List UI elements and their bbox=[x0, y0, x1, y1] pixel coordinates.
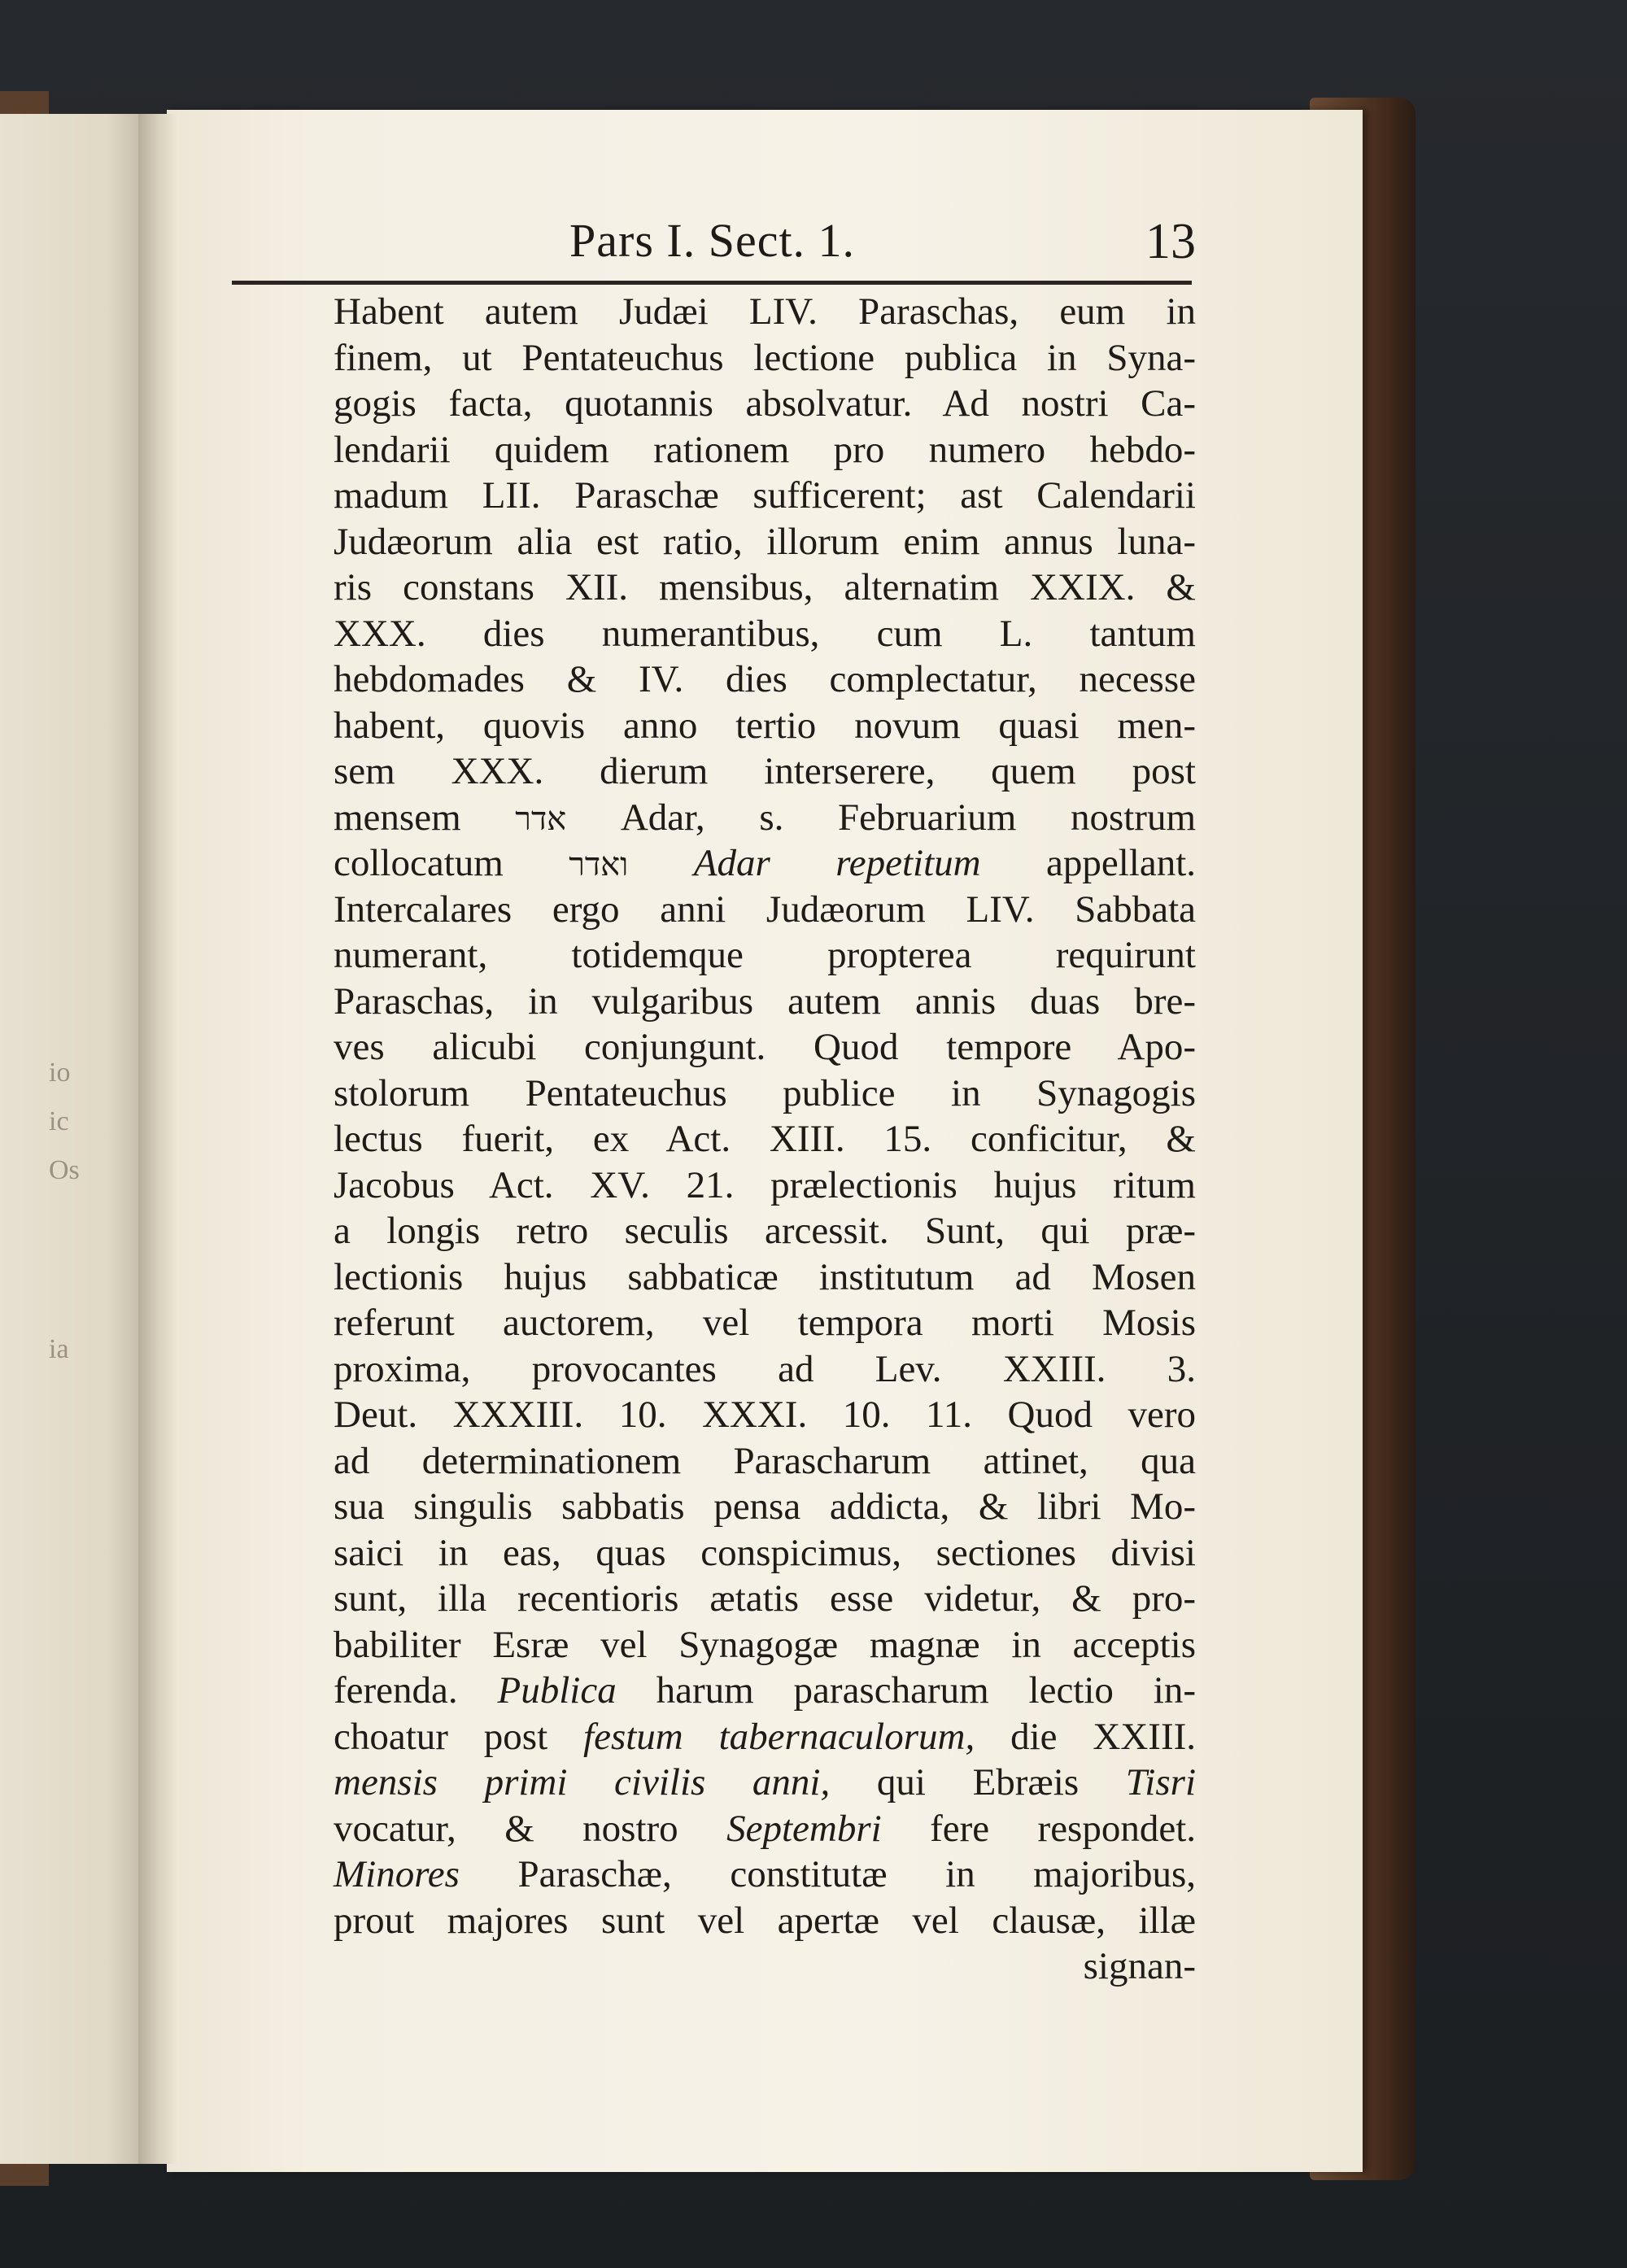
text-segment: vocatur, & nostro bbox=[334, 1807, 678, 1850]
text-line: a longis retro seculis arcessit. Sunt, qui præ- bbox=[334, 1210, 1196, 1252]
text-line: madum LII. Paraschæ sufficerent; ast Calendarii bbox=[334, 474, 1196, 517]
text-line: lectionis hujus sabbaticæ institutum ad Mosen bbox=[334, 1255, 1196, 1298]
text-segment: qui Ebræis bbox=[876, 1761, 1080, 1803]
left-margin-fragments bbox=[16, 521, 138, 1741]
text-line: numerant, totidemque propterea requirunt bbox=[334, 934, 1196, 976]
text-line: saici in eas, quas conspicimus, sectiones divisi bbox=[334, 1531, 1196, 1574]
text-line: ves alicubi conjungunt. Quod tempore Apo- bbox=[334, 1026, 1196, 1068]
text-line: ris constans XII. mensibus, alternatim XXIX. & bbox=[334, 566, 1196, 608]
italic-segment: Septembri bbox=[726, 1807, 882, 1850]
text-line: referunt auctorem, vel tempora morti Mosis bbox=[334, 1302, 1196, 1344]
text-line-publica bbox=[334, 1668, 1196, 1714]
running-title: Pars I. Sect. 1. bbox=[569, 214, 856, 267]
text-segment: harum parascharum lectio in- bbox=[656, 1669, 1197, 1712]
book-gutter bbox=[138, 114, 179, 2164]
text-segment: mensem bbox=[334, 796, 461, 839]
text-line-hebrew-veadar bbox=[334, 840, 1196, 887]
text-line-minores bbox=[334, 1851, 1196, 1898]
catchword: signan- bbox=[1083, 1945, 1196, 1987]
text-segment: fere respondet. bbox=[930, 1807, 1197, 1850]
text-line: hebdomades & IV. dies complectatur, necesse bbox=[334, 658, 1196, 700]
text-line: Intercalares ergo anni Judæorum LIV. Sabbata bbox=[334, 888, 1196, 931]
text-line: lectus fuerit, ex Act. XIII. 15. conficitur, & bbox=[334, 1118, 1196, 1160]
text-line: ad determinationem Parascharum attinet, qua bbox=[334, 1439, 1196, 1482]
margin-fragment: io bbox=[49, 1058, 71, 1088]
text-line: Deut. XXXIII. 10. XXXI. 10. 11. Quod vero bbox=[334, 1394, 1196, 1436]
text-line: sua singulis sabbatis pensa addicta, & libri Mo- bbox=[334, 1485, 1196, 1528]
text-line-hebrew-adar bbox=[334, 795, 1196, 841]
italic-segment: Publica bbox=[497, 1669, 617, 1712]
body-text bbox=[334, 289, 1196, 1990]
hebrew-word: אדר bbox=[515, 800, 567, 838]
header-rule bbox=[232, 281, 1192, 285]
text-segment: Paraschæ, constitutæ in majoribus, bbox=[517, 1853, 1197, 1895]
italic-segment: Adar repetitum bbox=[693, 842, 981, 884]
text-segment: ferenda. bbox=[334, 1669, 458, 1712]
text-line-tisri bbox=[334, 1760, 1196, 1806]
hebrew-word: ואדר bbox=[569, 846, 629, 883]
text-line: stolorum Pentateuchus publice in Synagogis bbox=[334, 1071, 1196, 1114]
margin-fragment: ia bbox=[49, 1334, 69, 1364]
left-page-edge bbox=[0, 114, 155, 2164]
text-line: Paraschas, in vulgaribus autem annis duas bre- bbox=[334, 979, 1196, 1023]
page-number: 13 bbox=[1145, 214, 1196, 269]
text-line-septembri bbox=[334, 1806, 1196, 1852]
text-segment: choatur post bbox=[334, 1715, 548, 1758]
text-line: Habent autem Judæi LIV. Paraschas, eum in bbox=[334, 290, 1196, 333]
text-segment: appellant. bbox=[1046, 842, 1197, 884]
text-line: lendarii quidem rationem pro numero hebdo- bbox=[334, 428, 1196, 471]
text-line: proxima, provocantes ad Lev. XXIII. 3. bbox=[334, 1347, 1196, 1390]
text-line: habent, quovis anno tertio novum quasi men- bbox=[334, 704, 1196, 747]
margin-fragment: ic bbox=[49, 1106, 69, 1136]
text-line: prout majores sunt vel apertæ vel clausæ, illæ bbox=[334, 1899, 1196, 1942]
text-line: gogis facta, quotannis absolvatur. Ad nostri Ca- bbox=[334, 382, 1196, 425]
text-line: sem XXX. dierum interserere, quem post bbox=[334, 750, 1196, 792]
italic-segment: Tisri bbox=[1125, 1761, 1197, 1803]
text-line: sunt, illa recentioris ætatis esse videtur, & pro- bbox=[334, 1577, 1196, 1620]
text-line-festum bbox=[334, 1714, 1196, 1760]
text-segment: die XXIII. bbox=[1010, 1715, 1196, 1758]
text-line: Judæorum alia est ratio, illorum enim annus luna- bbox=[334, 520, 1196, 563]
text-segment: collocatum bbox=[334, 842, 504, 884]
italic-segment: festum tabernaculorum, bbox=[583, 1715, 975, 1758]
margin-fragment: Os bbox=[49, 1155, 80, 1185]
text-line: finem, ut Pentateuchus lectione publica in Syna- bbox=[334, 336, 1196, 379]
text-segment: Adar, s. Februarium nostrum bbox=[620, 796, 1197, 839]
text-line: Jacobus Act. XV. 21. prælectionis hujus ritum bbox=[334, 1163, 1196, 1206]
text-line: XXX. dies numerantibus, cum L. tantum bbox=[334, 612, 1196, 655]
italic-segment: mensis primi civilis anni, bbox=[334, 1761, 831, 1803]
running-head bbox=[569, 213, 1196, 278]
text-line: babiliter Esræ vel Synagogæ magnæ in acceptis bbox=[334, 1623, 1196, 1666]
italic-segment: Minores bbox=[334, 1853, 460, 1895]
